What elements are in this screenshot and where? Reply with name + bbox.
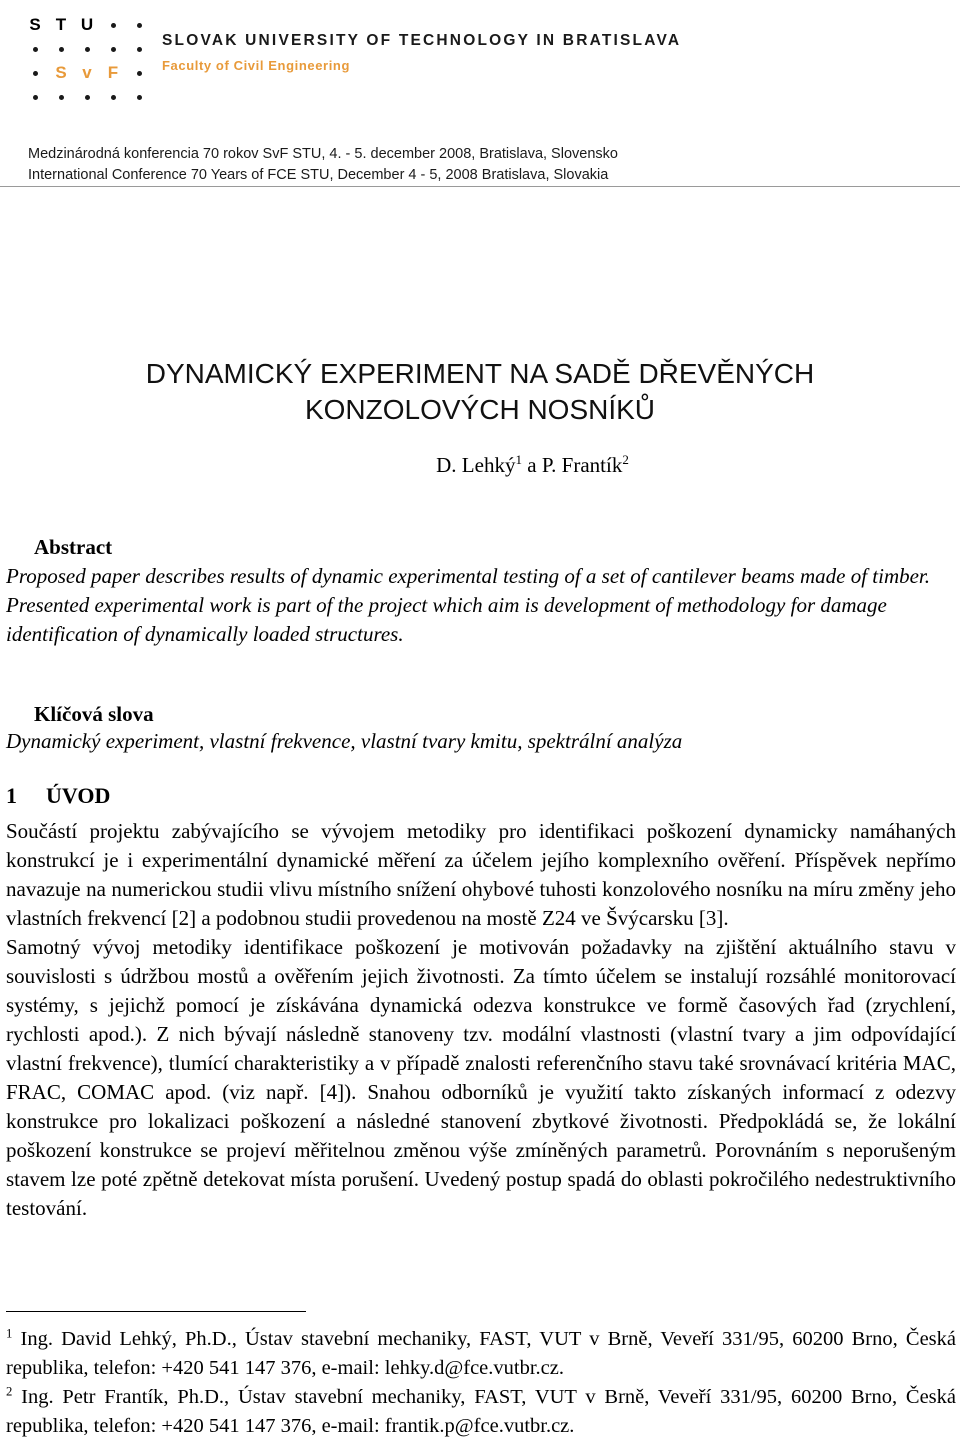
conference-line-en: International Conference 70 Years of FCE STU, December 4 - 5, 2008 Bratislava, Slovakia — [28, 167, 609, 183]
conference-header — [28, 144, 618, 186]
abstract-heading: Abstract — [34, 535, 113, 559]
logo-dot — [48, 38, 74, 60]
footnote-mark: 2 — [6, 1384, 13, 1399]
body-paragraph: Samotný vývoj metodiky identifikace poškození je motivován požadavky na zjištění aktuálního stavu v souvislosti s údržbou mostů a ověřením jejich životnosti. Za tímto účelem se instalují rozsáhlé monitorovací systémy, s jejichž pomocí je získávána dynamická odezva konstrukce ve formě časových řad (zrychlení, rychlosti apod.). Z nich bývají následně stanoveny tzv. modální vlastnosti (vlastní tvary a jim odpovídající vlastní frekvence), tlumící charakteristiky a v případě znalosti referenčního stavu také srovnávací kritéria MAC, FRAC, COMAC apod. (viz např. [4]). Snahou odborníků je využití takto získaných informací z odezvy konstrukce pro lokalizaci poškození a následné stanovení zbytkové životnosti. Předpokládá se, že lokální poškození konstrukce se projeví měřitelnou změnou výše zmíněných parametrů. Porovnáním s neporušeným stavem lze poté zpětně detekovat místa porušení. Uvedený postup spadá do oblasti pokročilého nedestruktivního testování. — [6, 935, 956, 1220]
author-1: D. Lehký — [436, 453, 516, 477]
footnote-text: Ing. Petr Frantík, Ph.D., Ústav stavební mechaniky, FAST, VUT v Brně, Veveří 331/95, 60200 Brno, Česká republika, telefon: +420 541 147 376, e-mail: frantik.p@fce.vutbr.cz. — [6, 1386, 957, 1437]
footnote-2 — [6, 1383, 956, 1441]
logo-letter-f-orange: F — [107, 63, 119, 82]
section-number: 1 — [6, 783, 17, 808]
logo-letter-s: S — [29, 15, 41, 34]
logo-dot — [126, 14, 152, 36]
paper-title — [0, 356, 960, 428]
paper-title-line1: DYNAMICKÝ EXPERIMENT NA SADĚ DŘEVĚNÝCH — [145, 358, 815, 389]
author-2: P. Frantík — [541, 453, 623, 477]
section-heading — [6, 783, 110, 809]
logo-letter-v-orange: v — [82, 63, 92, 82]
logo-dot — [100, 38, 126, 60]
footnote-mark: 1 — [6, 1326, 13, 1341]
logo-dot — [22, 62, 48, 84]
logo-dot — [126, 38, 152, 60]
logo-letter-u: U — [80, 15, 94, 34]
authors — [0, 453, 960, 478]
author-1-footnote-mark: 1 — [515, 452, 522, 468]
conference-line-sk: Medzinárodná konferencia 70 rokov SvF STU, 4. - 5. december 2008, Bratislava, Slovensko — [28, 146, 618, 162]
footnote-1 — [6, 1325, 956, 1383]
logo-letter-s-orange: S — [55, 63, 67, 82]
logo-dot — [74, 86, 100, 108]
logo-letter-t: T — [55, 15, 67, 34]
logo-dot — [74, 38, 100, 60]
faculty-name: Faculty of Civil Engineering — [162, 58, 350, 73]
footnote-divider — [6, 1311, 306, 1312]
logo-dot — [48, 86, 74, 108]
keywords-heading: Klíčová slova — [34, 702, 154, 726]
university-logo — [22, 14, 722, 114]
logo-dot — [22, 38, 48, 60]
keywords-text: Dynamický experiment, vlastní frekvence, vlastní tvary kmitu, spektrální analýza — [6, 729, 683, 753]
logo-dot — [126, 62, 152, 84]
section-body — [6, 817, 956, 1223]
logo-dot — [100, 14, 126, 36]
logo-dot — [100, 86, 126, 108]
logo-dot — [22, 86, 48, 108]
author-separator: a — [527, 453, 537, 477]
abstract-text: Proposed paper describes results of dynamic experimental testing of a set of cantilever beams made of timber. Presented experimental work is part of the project which aim is development of methodology for damage identification of dynamically loaded structures. — [6, 564, 931, 646]
author-2-footnote-mark: 2 — [622, 452, 629, 468]
university-name: SLOVAK UNIVERSITY OF TECHNOLOGY IN BRATISLAVA — [162, 32, 682, 49]
footnote-text: Ing. David Lehký, Ph.D., Ústav stavební mechaniky, FAST, VUT v Brně, Veveří 331/95, 60200 Brno, Česká republika, telefon: +420 541 147 376, e-mail: lehky.d@fce.vutbr.cz. — [6, 1328, 956, 1379]
section-title: ÚVOD — [46, 783, 111, 808]
logo-dot-grid — [22, 14, 152, 110]
body-paragraph: Součástí projektu zabývajícího se vývojem metodiky pro identifikaci poškození dynamicky namáhaných konstrukcí je i experimentální dynamické měření za účelem jejího komplexního ověření. Příspěvek nepřímo navazuje na numerickou studii vlivu místního snížení ohybové tuhosti konzolového nosníku na míru změny jeho vlastních frekvencí [2] a podobnou studii provedenou na mostě Z24 ve Švýcarsku [3]. — [6, 819, 956, 930]
paper-title-line2: KONZOLOVÝCH NOSNÍKŮ — [304, 394, 656, 425]
header-divider — [0, 186, 960, 187]
logo-dot — [126, 86, 152, 108]
